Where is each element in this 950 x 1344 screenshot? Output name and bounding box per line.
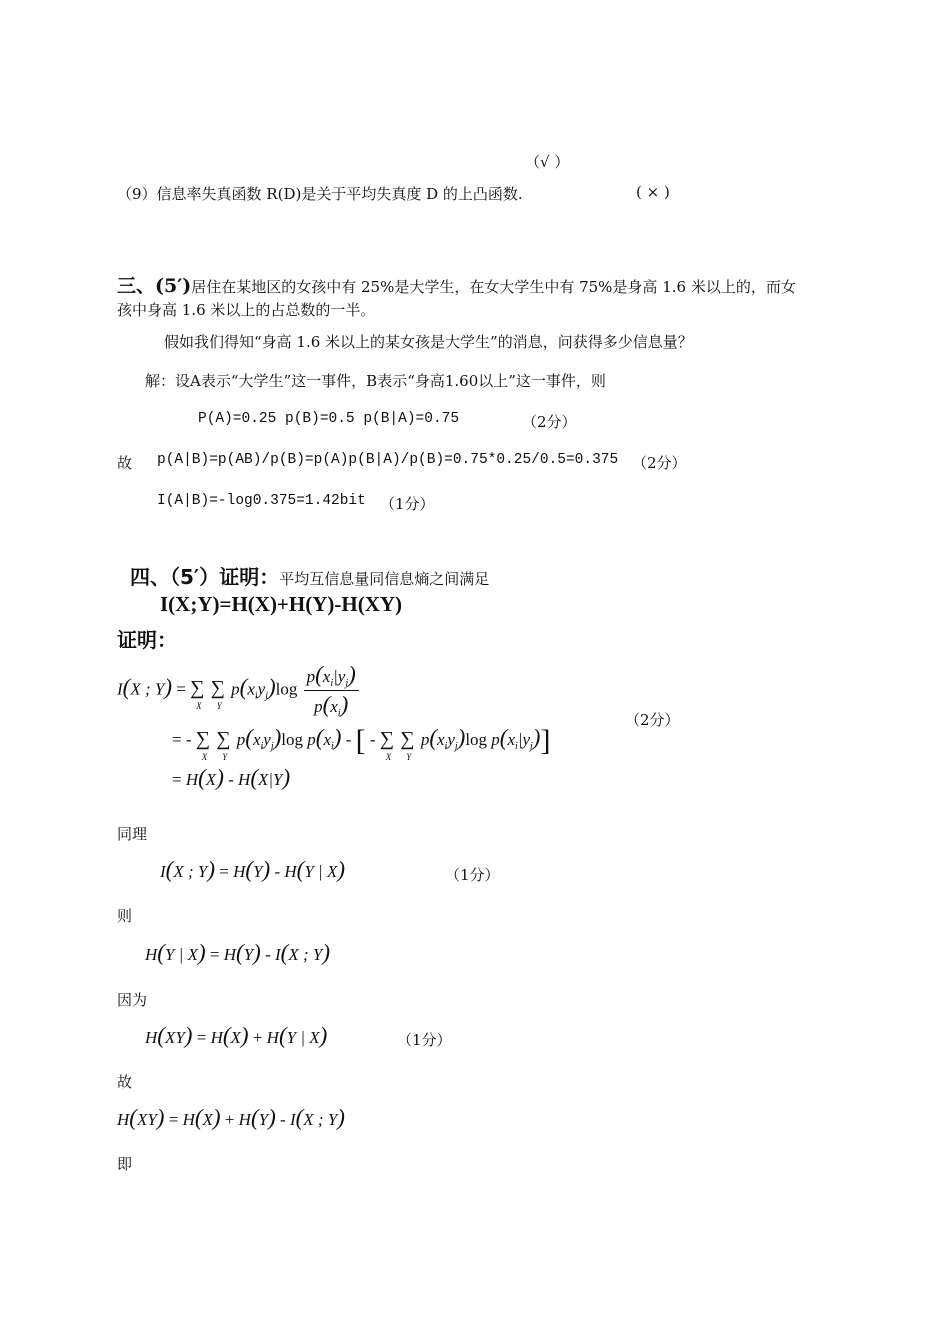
q3-line1-text: 居住在某地区的女孩中有 25%是大学生，在女大学生中有 75%是身高 1.6 米以上的，而女	[191, 278, 796, 296]
q3-line3: 假如我们得知“身高 1.6 米以上的某女孩是大学生”的消息，问获得多少信息量？	[164, 333, 693, 351]
eq-line-3: = H(X) - H(X|Y)	[172, 765, 291, 790]
item-9-answer: ( × )	[636, 183, 670, 201]
q4-proof-label: 证明：	[117, 628, 177, 652]
true-answer-mark: （√ ）	[525, 153, 570, 171]
gu-label: 故	[117, 1073, 133, 1091]
q3-probabilities: P(A)=0.25 p(B)=0.5 p(B|A)=0.75	[198, 411, 460, 427]
q3-line2: 孩中身高 1.6 米以上的占总数的一半。	[117, 301, 376, 319]
yinwei-label: 因为	[117, 991, 148, 1009]
q4-formula: I(X;Y)=H(X)+H(Y)-H(XY)	[160, 592, 403, 616]
q4-heading-line	[130, 561, 489, 590]
q3-heading: 三、(5′)	[117, 275, 192, 297]
eq-line-1: I(X ; Y) = ∑ X ∑ Y $p(x_iy_j)\log$ $\frac{p(x_i|y_j)}{p(x_i)}$	[117, 662, 361, 719]
eq-score: （2分）	[625, 711, 680, 729]
q4-heading: 四、（5′）证明：	[130, 565, 280, 589]
eq-tongli: I(X ; Y) = H(Y) - H(Y | X)	[160, 857, 346, 882]
q3-line1	[117, 271, 796, 298]
q3-information-result: I(A|B)=-log0.375=1.42bit	[157, 493, 366, 509]
eq-ze: H(Y | X) = H(Y) - I(X ; Y)	[145, 940, 331, 965]
item-9-statement: （9）信息率失真函数 R(D)是关于平均失真度 D 的上凸函数.	[117, 185, 523, 203]
eq-gu: H(XY) = H(X) + H(Y) - I(X ; Y)	[117, 1105, 345, 1130]
q4-heading-text: 平均互信息量同信息熵之间满足	[279, 570, 490, 588]
tongli-score: （1分）	[445, 866, 500, 884]
q3-gu-label: 故	[117, 454, 133, 472]
eq-line-2: = - ∑ X ∑ Y $p(x_iy_j)\log$ $p(x_i)$ - [ - ∑ X ∑ Y $p(x_iy_j)\log$ $p(x_i|y_j)$]	[172, 724, 551, 762]
q3-conditional-probability: p(A|B)=p(AB)/p(B)=p(A)p(B|A)/p(B)=0.75*0.25/0.5=0.375	[157, 452, 619, 468]
eq-yinwei: H(XY) = H(X) + H(Y | X)	[145, 1023, 328, 1048]
q3-score-1: （2分）	[522, 413, 577, 431]
tongli-label: 同理	[117, 825, 148, 843]
ze-label: 则	[117, 907, 133, 925]
q3-score-2: （2分）	[632, 454, 687, 472]
q3-solution-intro: 解：设A表示“大学生”这一事件，B表示“身高1.60以上”这一事件，则	[145, 372, 606, 390]
ji-label: 即	[117, 1155, 133, 1173]
yinwei-score: （1分）	[397, 1031, 452, 1049]
q3-score-3: （1分）	[380, 495, 435, 513]
